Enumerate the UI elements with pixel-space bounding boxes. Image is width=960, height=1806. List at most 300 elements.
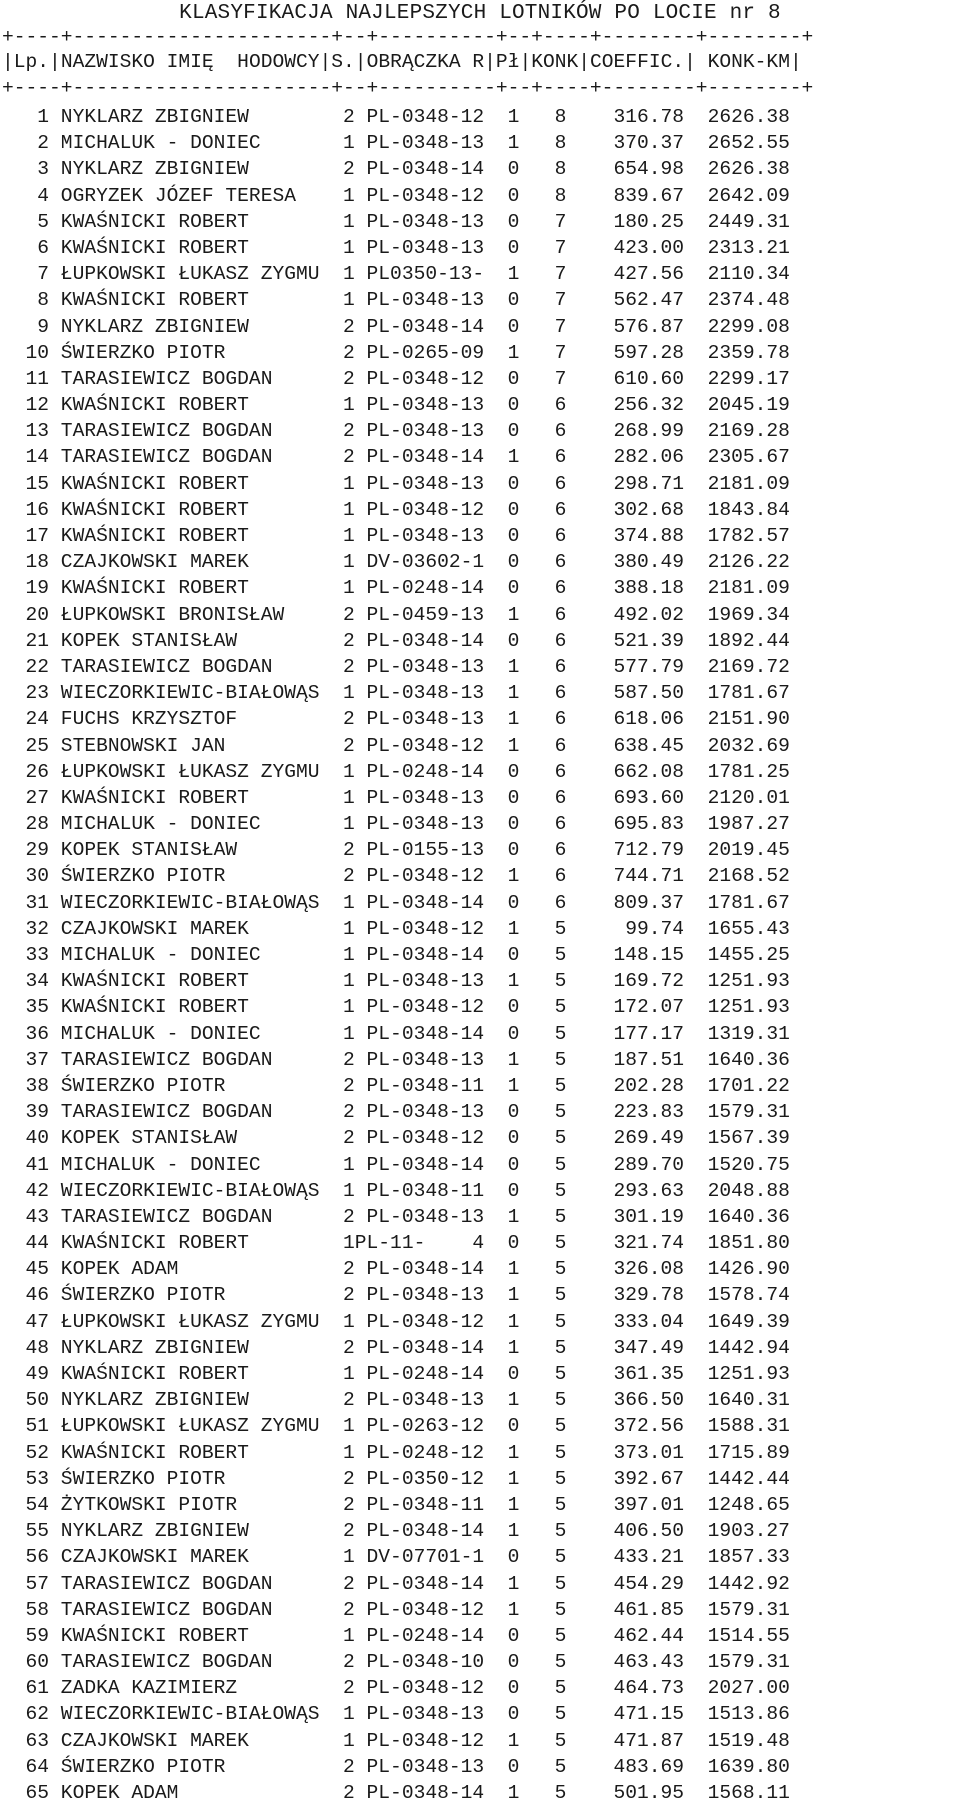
cell-name: NYKLARZ ZBIGNIEW: [49, 1520, 320, 1543]
cell-pl: 1: [484, 1441, 520, 1464]
cell-sex: 2: [319, 1598, 355, 1621]
cell-lp: 29: [2, 839, 50, 862]
cell-name: MICHALUK - DONIEC: [49, 813, 320, 836]
cell-konk-km: 1319.31: [684, 1022, 790, 1045]
cell-name: TARASIEWICZ BOGDAN: [49, 420, 320, 443]
cell-ring: PL-0348-14: [354, 1572, 485, 1595]
cell-sex: 2: [319, 1258, 355, 1281]
cell-coeffic: 576.87: [566, 315, 685, 338]
cell-pl: 0: [484, 839, 520, 862]
table-row: [2, 811, 790, 837]
cell-konk-km: 2626.38: [684, 158, 790, 181]
table-row: [2, 366, 790, 392]
cell-konk-km: 1442.94: [684, 1336, 790, 1359]
cell-lp: 27: [2, 786, 50, 809]
cell-sex: 2: [319, 655, 355, 678]
cell-konk-km: 1640.36: [684, 1205, 790, 1228]
cell-lp: 38: [2, 1074, 50, 1097]
cell-konk: 6: [519, 786, 567, 809]
cell-sex: 1: [319, 970, 355, 993]
table-row: [2, 1178, 790, 1204]
cell-lp: 51: [2, 1415, 50, 1438]
cell-coeffic: 638.45: [566, 734, 685, 757]
table-row: [2, 287, 790, 313]
cell-ring: PL-0348-14: [354, 158, 485, 181]
table-row: [2, 785, 790, 811]
cell-sex: 1: [319, 1546, 355, 1569]
table-row: [2, 1099, 790, 1125]
cell-lp: 24: [2, 708, 50, 731]
cell-ring: PL-0348-13: [354, 132, 485, 155]
table-row: [2, 1649, 790, 1675]
cell-konk: 5: [519, 1493, 567, 1516]
cell-sex: 1: [319, 132, 355, 155]
cell-konk: 5: [519, 944, 567, 966]
cell-coeffic: 654.98: [566, 158, 685, 181]
cell-lp: 34: [2, 970, 50, 993]
table-row: [2, 837, 790, 863]
cell-konk: 5: [519, 1546, 567, 1569]
cell-ring: PL-0248-14: [354, 1624, 485, 1647]
cell-pl: 0: [484, 289, 520, 312]
cell-konk-km: 1640.31: [684, 1389, 790, 1412]
cell-ring: PL-0459-13: [354, 603, 485, 626]
cell-konk-km: 1513.86: [684, 1703, 790, 1726]
cell-sex: 2: [319, 839, 355, 862]
table-row: [2, 706, 790, 732]
cell-name: KWAŚNICKI ROBERT: [49, 970, 320, 993]
cell-coeffic: 148.15: [566, 944, 685, 966]
cell-name: TARASIEWICZ BOGDAN: [49, 367, 320, 390]
table-row: [2, 1597, 790, 1623]
cell-pl: 1: [484, 1782, 520, 1804]
cell-name: OGRYZEK JÓZEF TERESA: [49, 184, 320, 207]
cell-konk-km: 2449.31: [684, 210, 790, 233]
cell-coeffic: 347.49: [566, 1336, 685, 1359]
cell-coeffic: 99.74: [566, 917, 685, 940]
cell-sex: 2: [319, 1127, 355, 1150]
cell-sex: 1: [319, 917, 355, 940]
cell-ring: PL-0348-14: [354, 629, 485, 652]
cell-coeffic: 693.60: [566, 786, 685, 809]
cell-pl: 1: [484, 1389, 520, 1412]
cell-konk-km: 1892.44: [684, 629, 790, 652]
cell-ring: PL-0348-13: [354, 813, 485, 836]
cell-konk-km: 1588.31: [684, 1415, 790, 1438]
cell-name: KOPEK ADAM: [49, 1782, 320, 1804]
cell-coeffic: 587.50: [566, 682, 685, 705]
cell-coeffic: 839.67: [566, 184, 685, 207]
cell-pl: 1: [484, 446, 520, 469]
cell-lp: 7: [2, 263, 50, 286]
table-row: [2, 1623, 790, 1649]
cell-name: MICHALUK - DONIEC: [49, 1153, 320, 1176]
cell-coeffic: 433.21: [566, 1546, 685, 1569]
cell-konk: 5: [519, 1467, 567, 1490]
cell-lp: 10: [2, 341, 50, 364]
cell-pl: 0: [484, 786, 520, 809]
cell-lp: 22: [2, 655, 50, 678]
cell-lp: 40: [2, 1127, 50, 1150]
cell-konk: 5: [519, 1232, 567, 1255]
cell-name: KWAŚNICKI ROBERT: [49, 498, 320, 521]
cell-name: MICHALUK - DONIEC: [49, 944, 320, 966]
cell-sex: 1: [319, 394, 355, 417]
cell-konk-km: 1655.43: [684, 917, 790, 940]
cell-ring: PL-0348-12: [354, 1127, 485, 1150]
cell-sex: 1: [319, 1441, 355, 1464]
cell-lp: 57: [2, 1572, 50, 1595]
cell-konk: 5: [519, 1022, 567, 1045]
cell-ring: PL-0348-11: [354, 1493, 485, 1516]
cell-name: KOPEK STANISŁAW: [49, 629, 320, 652]
table-row: [2, 1466, 790, 1492]
cell-konk: 6: [519, 446, 567, 469]
cell-konk: 6: [519, 865, 567, 888]
cell-pl: 1: [484, 1598, 520, 1621]
cell-lp: 62: [2, 1703, 50, 1726]
cell-pl: 0: [484, 472, 520, 495]
cell-ring: PL-0348-13: [354, 682, 485, 705]
cell-konk-km: 1251.93: [684, 1363, 790, 1385]
cell-sex: 1: [319, 577, 355, 600]
cell-coeffic: 282.06: [566, 446, 685, 469]
cell-pl: 0: [484, 1153, 520, 1176]
cell-lp: 43: [2, 1205, 50, 1228]
cell-name: WIECZORKIEWIC-BIAŁOWĄS: [49, 1179, 320, 1202]
cell-pl: 1: [484, 1048, 520, 1071]
cell-name: KWAŚNICKI ROBERT: [49, 472, 320, 495]
cell-lp: 19: [2, 577, 50, 600]
cell-sex: 1: [319, 1153, 355, 1176]
cell-coeffic: 333.04: [566, 1310, 685, 1333]
cell-konk: 5: [519, 996, 567, 1019]
table-row: [2, 680, 790, 706]
cell-name: ŁUPKOWSKI BRONISŁAW: [49, 603, 320, 626]
cell-pl: 0: [484, 315, 520, 338]
cell-lp: 55: [2, 1520, 50, 1543]
cell-coeffic: 471.87: [566, 1729, 685, 1752]
cell-lp: 12: [2, 394, 50, 417]
table-row: [2, 444, 790, 470]
cell-name: TARASIEWICZ BOGDAN: [49, 1101, 320, 1124]
cell-name: ŚWIERZKO PIOTR: [49, 1074, 320, 1097]
cell-name: MICHALUK - DONIEC: [49, 1022, 320, 1045]
cell-ring: PL-0248-14: [354, 577, 485, 600]
cell-ring: PL-0348-12: [354, 917, 485, 940]
cell-name: TARASIEWICZ BOGDAN: [49, 1572, 320, 1595]
table-row: [2, 654, 790, 680]
cell-lp: 37: [2, 1048, 50, 1071]
cell-sex: 2: [319, 158, 355, 181]
col-ring: OBRĄCZKA R: [366, 51, 485, 73]
table-row: [2, 314, 790, 340]
cell-name: ŁUPKOWSKI ŁUKASZ ZYGMU: [49, 760, 320, 783]
table-row: [2, 994, 790, 1020]
cell-pl: 0: [484, 1415, 520, 1438]
table-body: [2, 104, 790, 1806]
cell-name: KWAŚNICKI ROBERT: [49, 577, 320, 600]
cell-konk-km: 1442.44: [684, 1467, 790, 1490]
cell-name: TARASIEWICZ BOGDAN: [49, 446, 320, 469]
cell-lp: 32: [2, 917, 50, 940]
table-row: [2, 1204, 790, 1230]
cell-pl: 0: [484, 1101, 520, 1124]
cell-konk-km: 1248.65: [684, 1493, 790, 1516]
cell-lp: 21: [2, 629, 50, 652]
cell-konk-km: 2151.90: [684, 708, 790, 731]
cell-lp: 4: [2, 184, 50, 207]
cell-name: TARASIEWICZ BOGDAN: [49, 1598, 320, 1621]
cell-pl: 0: [484, 1651, 520, 1674]
cell-pl: 0: [484, 420, 520, 443]
cell-sex: 1: [319, 1729, 355, 1752]
cell-konk-km: 1579.31: [684, 1101, 790, 1124]
cell-konk: 7: [519, 341, 567, 364]
cell-lp: 63: [2, 1729, 50, 1752]
cell-lp: 16: [2, 498, 50, 521]
cell-ring: PL-0348-11: [354, 1179, 485, 1202]
cell-konk-km: 2626.38: [684, 106, 790, 128]
cell-konk: 6: [519, 655, 567, 678]
cell-konk-km: 1782.57: [684, 525, 790, 547]
cell-lp: 35: [2, 996, 50, 1019]
cell-ring: PL-0348-13: [354, 1389, 485, 1412]
cell-pl: 0: [484, 1232, 520, 1255]
table-row: [2, 1518, 790, 1544]
cell-lp: 50: [2, 1389, 50, 1412]
cell-coeffic: 329.78: [566, 1284, 685, 1307]
cell-ring: PL-0350-12: [354, 1467, 485, 1490]
cell-lp: 61: [2, 1677, 50, 1700]
cell-lp: 1: [2, 106, 50, 128]
cell-sex: 2: [319, 1389, 355, 1412]
cell-name: ŻYTKOWSKI PIOTR: [49, 1493, 320, 1516]
cell-name: ZADKA KAZIMIERZ: [49, 1677, 320, 1700]
cell-konk-km: 1579.31: [684, 1598, 790, 1621]
cell-konk: 5: [519, 1677, 567, 1700]
cell-ring: PL-0265-09: [354, 341, 485, 364]
cell-konk-km: 1781.25: [684, 760, 790, 783]
table-row: [2, 1701, 790, 1727]
cell-ring: PL-0348-12: [354, 996, 485, 1019]
cell-ring: PL-0348-13: [354, 970, 485, 993]
cell-sex: 2: [319, 603, 355, 626]
col-name: NAZWISKO IMIĘ HODOWCY: [60, 51, 320, 73]
cell-konk-km: 1579.31: [684, 1651, 790, 1674]
cell-konk-km: 1567.39: [684, 1127, 790, 1150]
cell-sex: 2: [319, 1467, 355, 1490]
cell-konk: 5: [519, 1258, 567, 1281]
cell-pl: 0: [484, 891, 520, 914]
cell-konk: 5: [519, 1755, 567, 1778]
cell-konk: 6: [519, 551, 567, 574]
cell-ring: PL-0248-14: [354, 1363, 485, 1385]
cell-lp: 15: [2, 472, 50, 495]
cell-lp: 11: [2, 367, 50, 390]
cell-konk: 5: [519, 1048, 567, 1071]
cell-ring: PL-0348-13: [354, 472, 485, 495]
cell-konk-km: 1987.27: [684, 813, 790, 836]
cell-pl: 1: [484, 970, 520, 993]
cell-pl: 0: [484, 1546, 520, 1569]
cell-pl: 1: [484, 341, 520, 364]
cell-pl: 0: [484, 236, 520, 259]
table-row: [2, 1780, 790, 1806]
cell-lp: 59: [2, 1624, 50, 1647]
cell-lp: 47: [2, 1310, 50, 1333]
table-row: [2, 209, 790, 235]
cell-konk-km: 2032.69: [684, 734, 790, 757]
table-row: [2, 1571, 790, 1597]
cell-konk: 6: [519, 760, 567, 783]
cell-konk: 5: [519, 917, 567, 940]
cell-konk: 6: [519, 498, 567, 521]
cell-konk: 6: [519, 603, 567, 626]
cell-name: ŁUPKOWSKI ŁUKASZ ZYGMU: [49, 1415, 320, 1438]
table-row: [2, 1021, 790, 1047]
cell-sex: 1: [319, 1232, 355, 1255]
cell-lp: 14: [2, 446, 50, 469]
cell-sex: 2: [319, 1520, 355, 1543]
cell-ring: PL-0348-11: [354, 1074, 485, 1097]
cell-konk-km: 2110.34: [684, 263, 790, 286]
table-header: |Lp.|NAZWISKO IMIĘ HODOWCY|S.|OBRĄCZKA R|Pł|KONK|COEFFIC.| KONK-KM|: [2, 51, 802, 73]
cell-coeffic: 427.56: [566, 263, 685, 286]
cell-coeffic: 298.71: [566, 472, 685, 495]
cell-pl: 0: [484, 210, 520, 233]
table-row: [2, 1754, 790, 1780]
cell-lp: 39: [2, 1101, 50, 1124]
col-lp: Lp.: [13, 51, 50, 73]
cell-coeffic: 177.17: [566, 1022, 685, 1045]
cell-sex: 1: [319, 1179, 355, 1202]
cell-lp: 17: [2, 525, 50, 547]
cell-pl: 1: [484, 1493, 520, 1516]
cell-sex: 1: [319, 210, 355, 233]
cell-coeffic: 483.69: [566, 1755, 685, 1778]
cell-sex: 2: [319, 865, 355, 888]
cell-name: NYKLARZ ZBIGNIEW: [49, 315, 320, 338]
table-row: [2, 575, 790, 601]
cell-coeffic: 492.02: [566, 603, 685, 626]
cell-ring: PL-0348-13: [354, 289, 485, 312]
cell-ring: PL-0348-13: [354, 1048, 485, 1071]
cell-coeffic: 501.95: [566, 1782, 685, 1804]
cell-sex: 1: [319, 1310, 355, 1333]
cell-konk-km: 2019.45: [684, 839, 790, 862]
cell-sex: 2: [319, 1782, 355, 1804]
cell-konk: 6: [519, 839, 567, 862]
cell-konk: 6: [519, 682, 567, 705]
cell-konk-km: 2299.08: [684, 315, 790, 338]
cell-konk-km: 1251.93: [684, 996, 790, 1019]
cell-konk: 5: [519, 1598, 567, 1621]
cell-konk: 5: [519, 1074, 567, 1097]
table-row: [2, 183, 790, 209]
cell-lp: 18: [2, 551, 50, 574]
cell-konk: 6: [519, 394, 567, 417]
table-row: [2, 1073, 790, 1099]
cell-pl: 0: [484, 1022, 520, 1045]
cell-lp: 53: [2, 1467, 50, 1490]
cell-ring: PL-0348-13: [354, 236, 485, 259]
cell-ring: DV-03602-1: [354, 551, 485, 574]
cell-konk: 5: [519, 1572, 567, 1595]
cell-lp: 25: [2, 734, 50, 757]
cell-sex: 2: [319, 1677, 355, 1700]
cell-ring: PL-0348-13: [354, 1205, 485, 1228]
cell-sex: 2: [319, 1572, 355, 1595]
cell-name: KWAŚNICKI ROBERT: [49, 996, 320, 1019]
cell-name: KWAŚNICKI ROBERT: [49, 1624, 320, 1647]
cell-konk: 5: [519, 1179, 567, 1202]
cell-lp: 3: [2, 158, 50, 181]
table-row: [2, 942, 790, 968]
cell-ring: PL-0348-13: [354, 786, 485, 809]
cell-konk-km: 2126.22: [684, 551, 790, 574]
cell-sex: 2: [319, 341, 355, 364]
cell-ring: PL-0263-12: [354, 1415, 485, 1438]
table-row: [2, 130, 790, 156]
cell-pl: 0: [484, 944, 520, 966]
cell-pl: 1: [484, 603, 520, 626]
cell-name: CZAJKOWSKI MAREK: [49, 1546, 320, 1569]
cell-name: TARASIEWICZ BOGDAN: [49, 1651, 320, 1674]
table-row: [2, 104, 790, 130]
cell-konk-km: 2169.72: [684, 655, 790, 678]
cell-name: CZAJKOWSKI MAREK: [49, 551, 320, 574]
cell-coeffic: 202.28: [566, 1074, 685, 1097]
col-konk-km: KONK-KM: [707, 51, 790, 73]
cell-sex: 1: [319, 289, 355, 312]
cell-pl: 0: [484, 1624, 520, 1647]
cell-coeffic: 388.18: [566, 577, 685, 600]
table-row: [2, 471, 790, 497]
cell-coeffic: 597.28: [566, 341, 685, 364]
table-row: [2, 1361, 790, 1387]
cell-pl: 1: [484, 106, 520, 128]
cell-coeffic: 316.78: [566, 106, 685, 128]
table-row: [2, 1230, 790, 1256]
table-row: [2, 340, 790, 366]
cell-ring: PL-0348-14: [354, 1258, 485, 1281]
cell-coeffic: 302.68: [566, 498, 685, 521]
table-row: [2, 235, 790, 261]
cell-name: KOPEK STANISŁAW: [49, 1127, 320, 1150]
cell-konk: 5: [519, 1624, 567, 1647]
cell-name: MICHALUK - DONIEC: [49, 132, 320, 155]
cell-sex: 1: [319, 551, 355, 574]
cell-coeffic: 744.71: [566, 865, 685, 888]
cell-ring: PL0350-13-: [354, 263, 485, 286]
cell-ring: PL-0348-12: [354, 865, 485, 888]
cell-sex: 1: [319, 1363, 355, 1385]
cell-name: WIECZORKIEWIC-BIAŁOWĄS: [49, 682, 320, 705]
cell-konk-km: 1442.92: [684, 1572, 790, 1595]
cell-coeffic: 372.56: [566, 1415, 685, 1438]
table-row: [2, 916, 790, 942]
cell-ring: PL-0348-13: [354, 1101, 485, 1124]
cell-sex: 1: [319, 1022, 355, 1045]
cell-ring: PL-0348-12: [354, 1598, 485, 1621]
cell-coeffic: 366.50: [566, 1389, 685, 1412]
cell-lp: 31: [2, 891, 50, 914]
cell-konk: 6: [519, 577, 567, 600]
cell-konk-km: 1426.90: [684, 1258, 790, 1281]
cell-pl: 0: [484, 813, 520, 836]
cell-pl: 1: [484, 1729, 520, 1752]
